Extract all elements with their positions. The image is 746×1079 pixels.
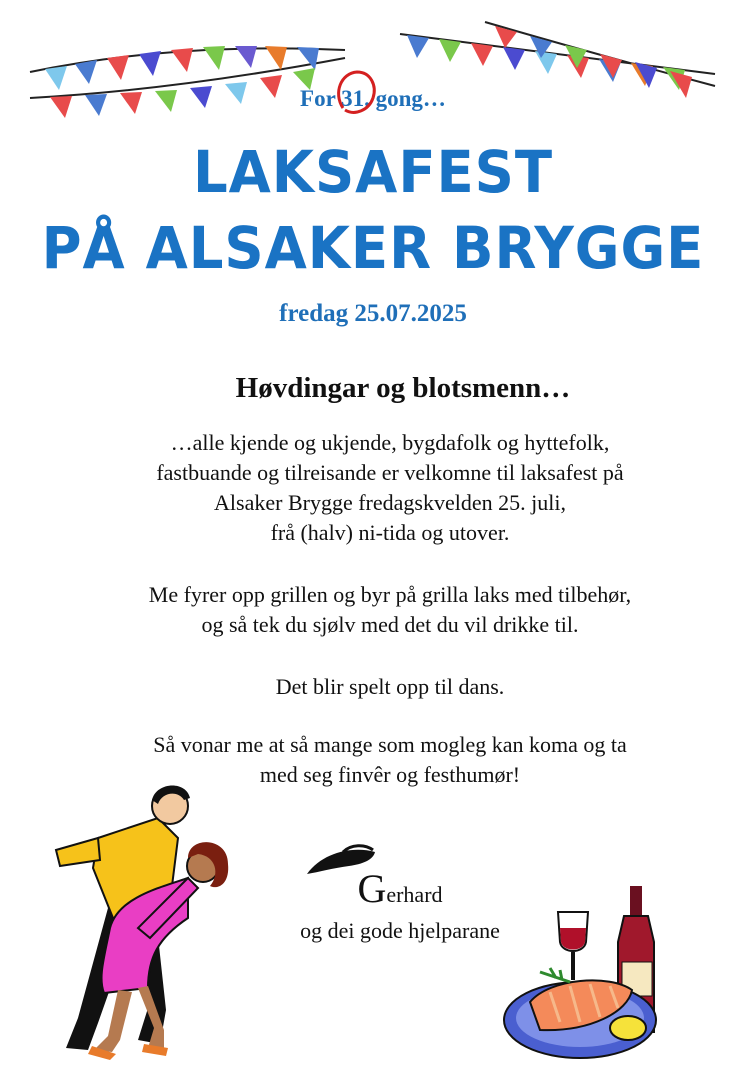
red-circle-icon (335, 68, 379, 118)
subtitle-prefix: For (300, 86, 342, 111)
salmon-plate-icon (500, 882, 670, 1062)
text-line: Me fyrer opp grillen og byr på grilla laks med tilbehør, (148, 582, 632, 607)
paragraph-grill (40, 580, 740, 640)
text-line: med seg finvêr og festhumør! (259, 762, 521, 787)
bunting-flags-icon (25, 20, 355, 130)
subtitle-number: 31. (341, 86, 370, 111)
text-line: Det blir spelt opp til dans. (275, 674, 505, 699)
subtitle-suffix: gong… (369, 86, 446, 111)
title-line-2: PÅ ALSAKER BRYGGE (41, 214, 705, 282)
text-line: …alle kjende og ukjende, bygdafolk og hyttefolk, (170, 430, 610, 455)
greeting-heading: Høvdingar og blotsmenn… (235, 372, 571, 404)
event-date: fredag 25.07.2025 (279, 300, 467, 327)
text-line: Så vonar me at så mange som mogleg kan koma og ta (153, 732, 627, 757)
text-line: fastbuande og tilreisande er velkomne til laksafest på (156, 460, 624, 485)
signature-name: erhard (386, 882, 443, 907)
text-line: og så tek du sjølv med det du vil drikke til. (201, 612, 579, 637)
text-line: frå (halv) ni-tida og utover. (270, 520, 510, 545)
wine-glass-icon (558, 912, 588, 980)
dancing-couple-icon (38, 778, 238, 1068)
paragraph-invitation (40, 428, 740, 548)
paragraph-dance (40, 672, 740, 702)
subtitle (0, 86, 746, 112)
helpers-text: og dei gode hjelparane (300, 918, 500, 943)
signature-initial: G (357, 866, 387, 911)
text-line: Alsaker Brygge fredagskvelden 25. juli, (214, 490, 566, 515)
subtitle-number-wrap (341, 86, 370, 112)
title-line-1: LAKSAFEST (192, 138, 554, 206)
